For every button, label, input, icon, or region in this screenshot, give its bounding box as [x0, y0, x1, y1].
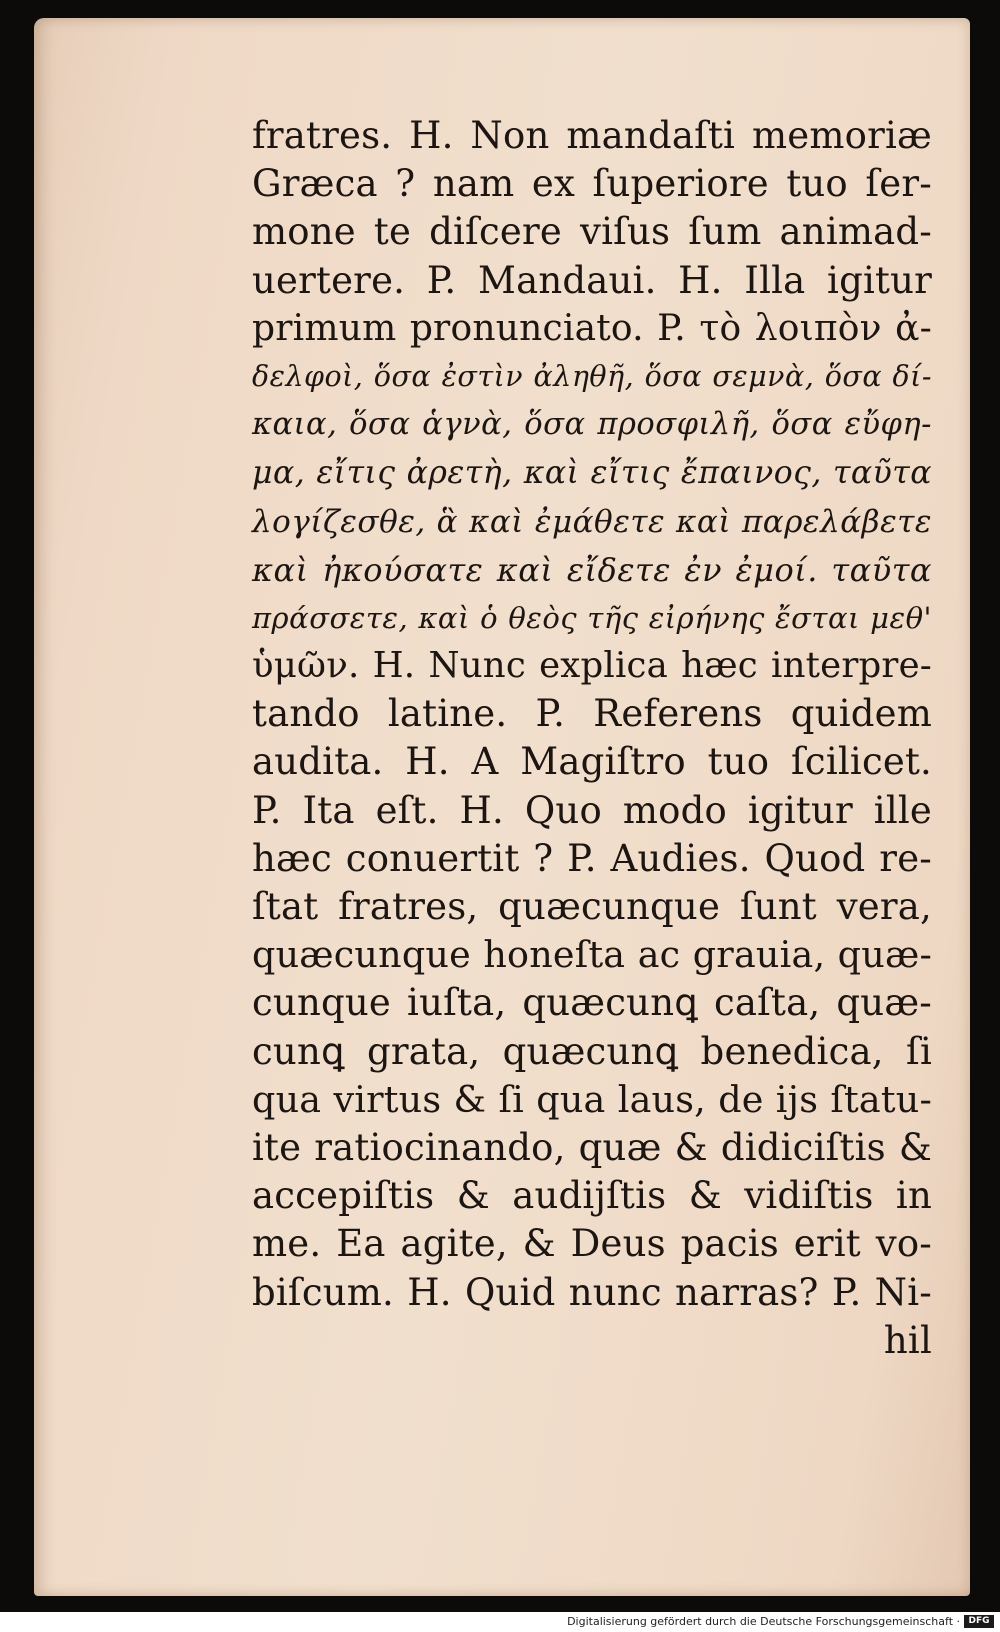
- greek-line: μα, εἴτις ἀρετὴ, καὶ εἴτις ἔπαινος, ταῦτα: [252, 455, 932, 492]
- text-line: Græca ? nam ex ſuperiore tuo ſer-: [252, 162, 932, 206]
- text-line: hæc conuertit ? P. Audies. Quod re-: [252, 836, 932, 880]
- text-line: P. Ita eſt. H. Quo modo igitur ille: [252, 788, 932, 832]
- funding-notice: Digitalisierung gefördert durch die Deutsche Forschungsgemeinschaft ·: [567, 1615, 960, 1628]
- catchword: hil: [883, 1318, 932, 1362]
- text-line: accepiſtis & audijſtis & vidiſtis in: [252, 1174, 932, 1218]
- text-block: [252, 112, 932, 1365]
- text-line: ſtat fratres, quæcunque ſunt vera,: [252, 885, 932, 928]
- text-line: primum pronunciato. P. τὸ λοιπὸν ἀ-: [252, 307, 932, 349]
- text-line: tando latine. P. Referens quidem: [252, 692, 932, 736]
- greek-line: λογίζεσθε, ἃ καὶ ἐμάθετε καὶ παρελάβετε: [252, 503, 932, 540]
- text-line: fratres. H. Non mandaſti memoriæ: [252, 114, 932, 157]
- footer-bar: [0, 1612, 1000, 1632]
- text-line: quæcunque honeſta ac grauia, quæ-: [252, 933, 932, 977]
- text-line: cunque iuſta, quæcunꝗ caſta, quæ-: [252, 981, 932, 1025]
- text-line: cunꝗ grata, quæcunꝗ benedica, ſi: [252, 1029, 932, 1073]
- text-line: qua virtus & ſi qua laus, de ijs ſtatu-: [252, 1077, 932, 1121]
- greek-line: δελφοὶ, ὅσα ἐστὶν ἀληθῆ, ὅσα σεμνὰ, ὅσα δί-: [252, 359, 932, 393]
- text-line: biſcum. H. Quid nunc narras? P. Ni-: [252, 1270, 932, 1314]
- text-line: uertere. P. Mandaui. H. Illa igitur: [252, 258, 932, 302]
- dfg-logo: DFG: [964, 1615, 994, 1628]
- text-line: ite ratiocinando, quæ & didiciſtis &: [252, 1125, 932, 1169]
- text-line: audita. H. A Magiſtro tuo ſcilicet.: [252, 740, 932, 784]
- greek-line: καια, ὅσα ἁγνὰ, ὅσα προσφιλῆ, ὅσα εὔφη-: [252, 407, 932, 443]
- greek-line: πράσσετε, καὶ ὁ θεὸς τῆς εἰρήνης ἔσται μεθ': [252, 600, 932, 635]
- text-line: ὑμῶν. H. Nunc explica hæc interpre-: [252, 645, 932, 687]
- text-line: me. Ea agite, & Deus pacis erit vo-: [252, 1222, 932, 1266]
- text-line: mone te diſcere viſus ſum animad-: [252, 210, 932, 254]
- greek-line: καὶ ἠκούσατε καὶ εἴδετε ἐν ἐμοί. ταῦτα: [252, 550, 932, 589]
